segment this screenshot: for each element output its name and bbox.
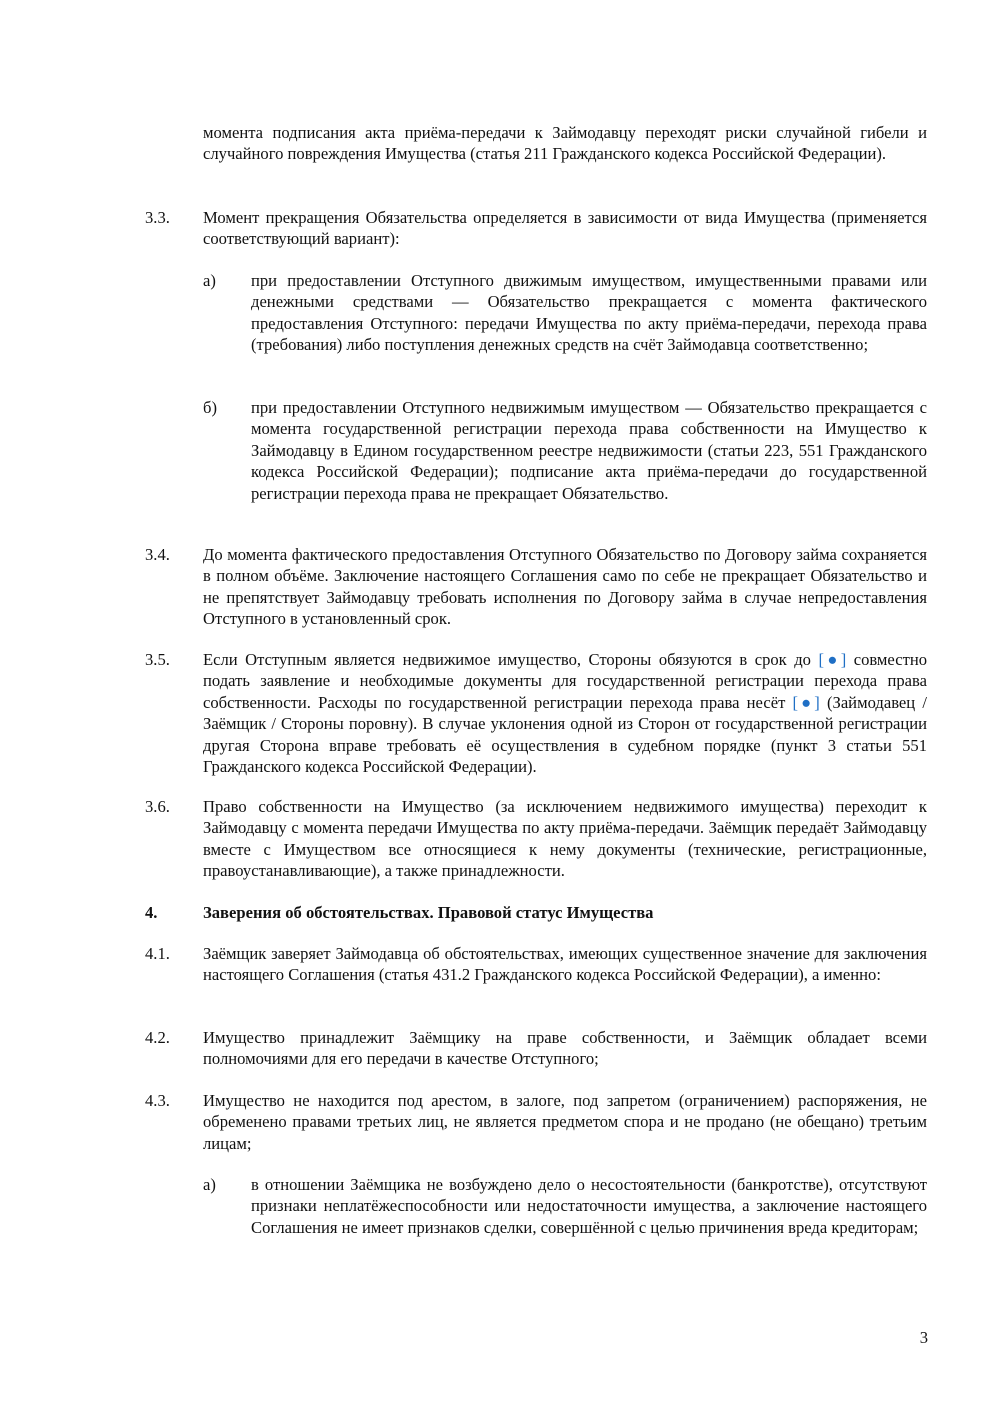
clause-text: Имущество не находится под арестом, в залоге, под запретом (ограничением) распоряжения, не обременено правами третьих лиц, не является предметом спора и не продано (не обещано) третьим лицам;	[203, 1091, 927, 1153]
item-text: при предоставлении Отступного движимым имуществом, имущественными правами или денежными средствами — Обязательство прекращается с момента фактического предоставления Отступного: передачи Имущества по акту приёма-передачи, перехода права (требования) либо поступления денежных средств на счёт Займодавца соответственно;	[251, 271, 927, 355]
clause-number: 3.3.	[145, 208, 170, 227]
clause-text: Имущество принадлежит Заёмщику на праве собственности, и Заёмщик обладает всеми полномочиями для его передачи в качестве Отступного;	[203, 1028, 927, 1069]
clause-4-3	[145, 1090, 927, 1154]
clause-4-2	[145, 1027, 927, 1070]
item-marker: а)	[203, 271, 216, 290]
clause-number: 3.6.	[145, 797, 170, 816]
item-marker: б)	[203, 398, 217, 417]
clause-number: 4.1.	[145, 944, 170, 963]
clause-text	[203, 649, 927, 777]
clause-text-part: (Займодавец / Заёмщик / Стороны поровну). В случае уклонения одной из Сторон от государственной регистрации другая Сторона вправе требовать её осуществления в судебном порядке (пункт 3 статьи 551 Гражданского кодекса Российской Федерации).	[203, 692, 928, 777]
clause-3-3	[145, 207, 927, 250]
clause-text: До момента фактического предоставления Отступного Обязательство по Договору займа сохраняется в полном объёме. Заключение настоящего Соглашения само по себе не прекращает Обязательство и не препятствует Займодавцу требовать исполнения по Договору займа в случае непредоставления Отступного в установленный срок.	[203, 545, 927, 629]
clause-3-3-item-a	[203, 270, 927, 356]
clause-3-3-item-b	[203, 397, 927, 504]
clause-3-4	[145, 544, 927, 630]
section-number: 4.	[145, 903, 158, 922]
clause-number: 3.5.	[145, 650, 170, 669]
clause-4-3-item-a	[203, 1174, 927, 1238]
clause-number: 4.2.	[145, 1028, 170, 1047]
clause-number: 4.3.	[145, 1091, 170, 1110]
clause-text-part: совместно подать заявление и необходимые документы для государственной регистрации перехода права собственности. Расходы по государственной регистрации перехода права несёт	[203, 650, 928, 712]
page-number: 3	[919, 1328, 928, 1347]
clause-text: Заёмщик заверяет Займодавца об обстоятельствах, имеющих существенное значение для заключения настоящего Соглашения (статья 431.2 Гражданского кодекса Российской Федерации), а именно:	[203, 944, 927, 985]
clause-4-1	[145, 943, 927, 986]
placeholder-field: [●]	[792, 692, 820, 712]
clause-text-part: Если Отступным является недвижимое имущество, Стороны обязуются в срок до	[203, 650, 819, 669]
item-text: в отношении Заёмщика не возбуждено дело о несостоятельности (банкротстве), отсутствуют признаки неплатёжеспособности или недостаточности имущества, а заключение настоящего Соглашения не имеет признаков сделки, совершённой с целью причинения вреда кредиторам;	[251, 1175, 927, 1237]
item-text: при предоставлении Отступного недвижимым имуществом — Обязательство прекращается с момента государственной регистрации перехода права собственности на Имущество к Займодавцу в Едином государственном реестре недвижимости (статьи 223, 551 Гражданского кодекса Российской Федерации); подписание акта приёма-передачи до государственной регистрации перехода права не прекращает Обязательство.	[251, 398, 927, 503]
clause-text: Право собственности на Имущество (за исключением недвижимого имущества) переходит к Займодавцу с момента передачи Имущества по акту приёма-передачи. Заёмщик передаёт Займодавцу вместе с Имуществом все относящиеся к нему документы (технические, регистрационные, правоустанавливающие), а также принадлежности.	[203, 797, 927, 881]
continuation-paragraph: момента подписания акта приёма-передачи к Займодавцу переходят риски случайной гибели и случайного повреждения Имущества (статья 211 Гражданского кодекса Российской Федерации).	[203, 123, 927, 164]
clause-3-5	[145, 649, 927, 777]
clause-text: Момент прекращения Обязательства определяется в зависимости от вида Имущества (применяется соответствующий вариант):	[203, 208, 927, 249]
clause-number: 3.4.	[145, 545, 170, 564]
section-title: Заверения об обстоятельствах. Правовой статус Имущества	[203, 903, 654, 922]
placeholder-field: [●]	[818, 650, 847, 669]
section-4-heading	[145, 902, 927, 923]
item-marker: а)	[203, 1175, 216, 1194]
clause-3-6	[145, 796, 927, 882]
